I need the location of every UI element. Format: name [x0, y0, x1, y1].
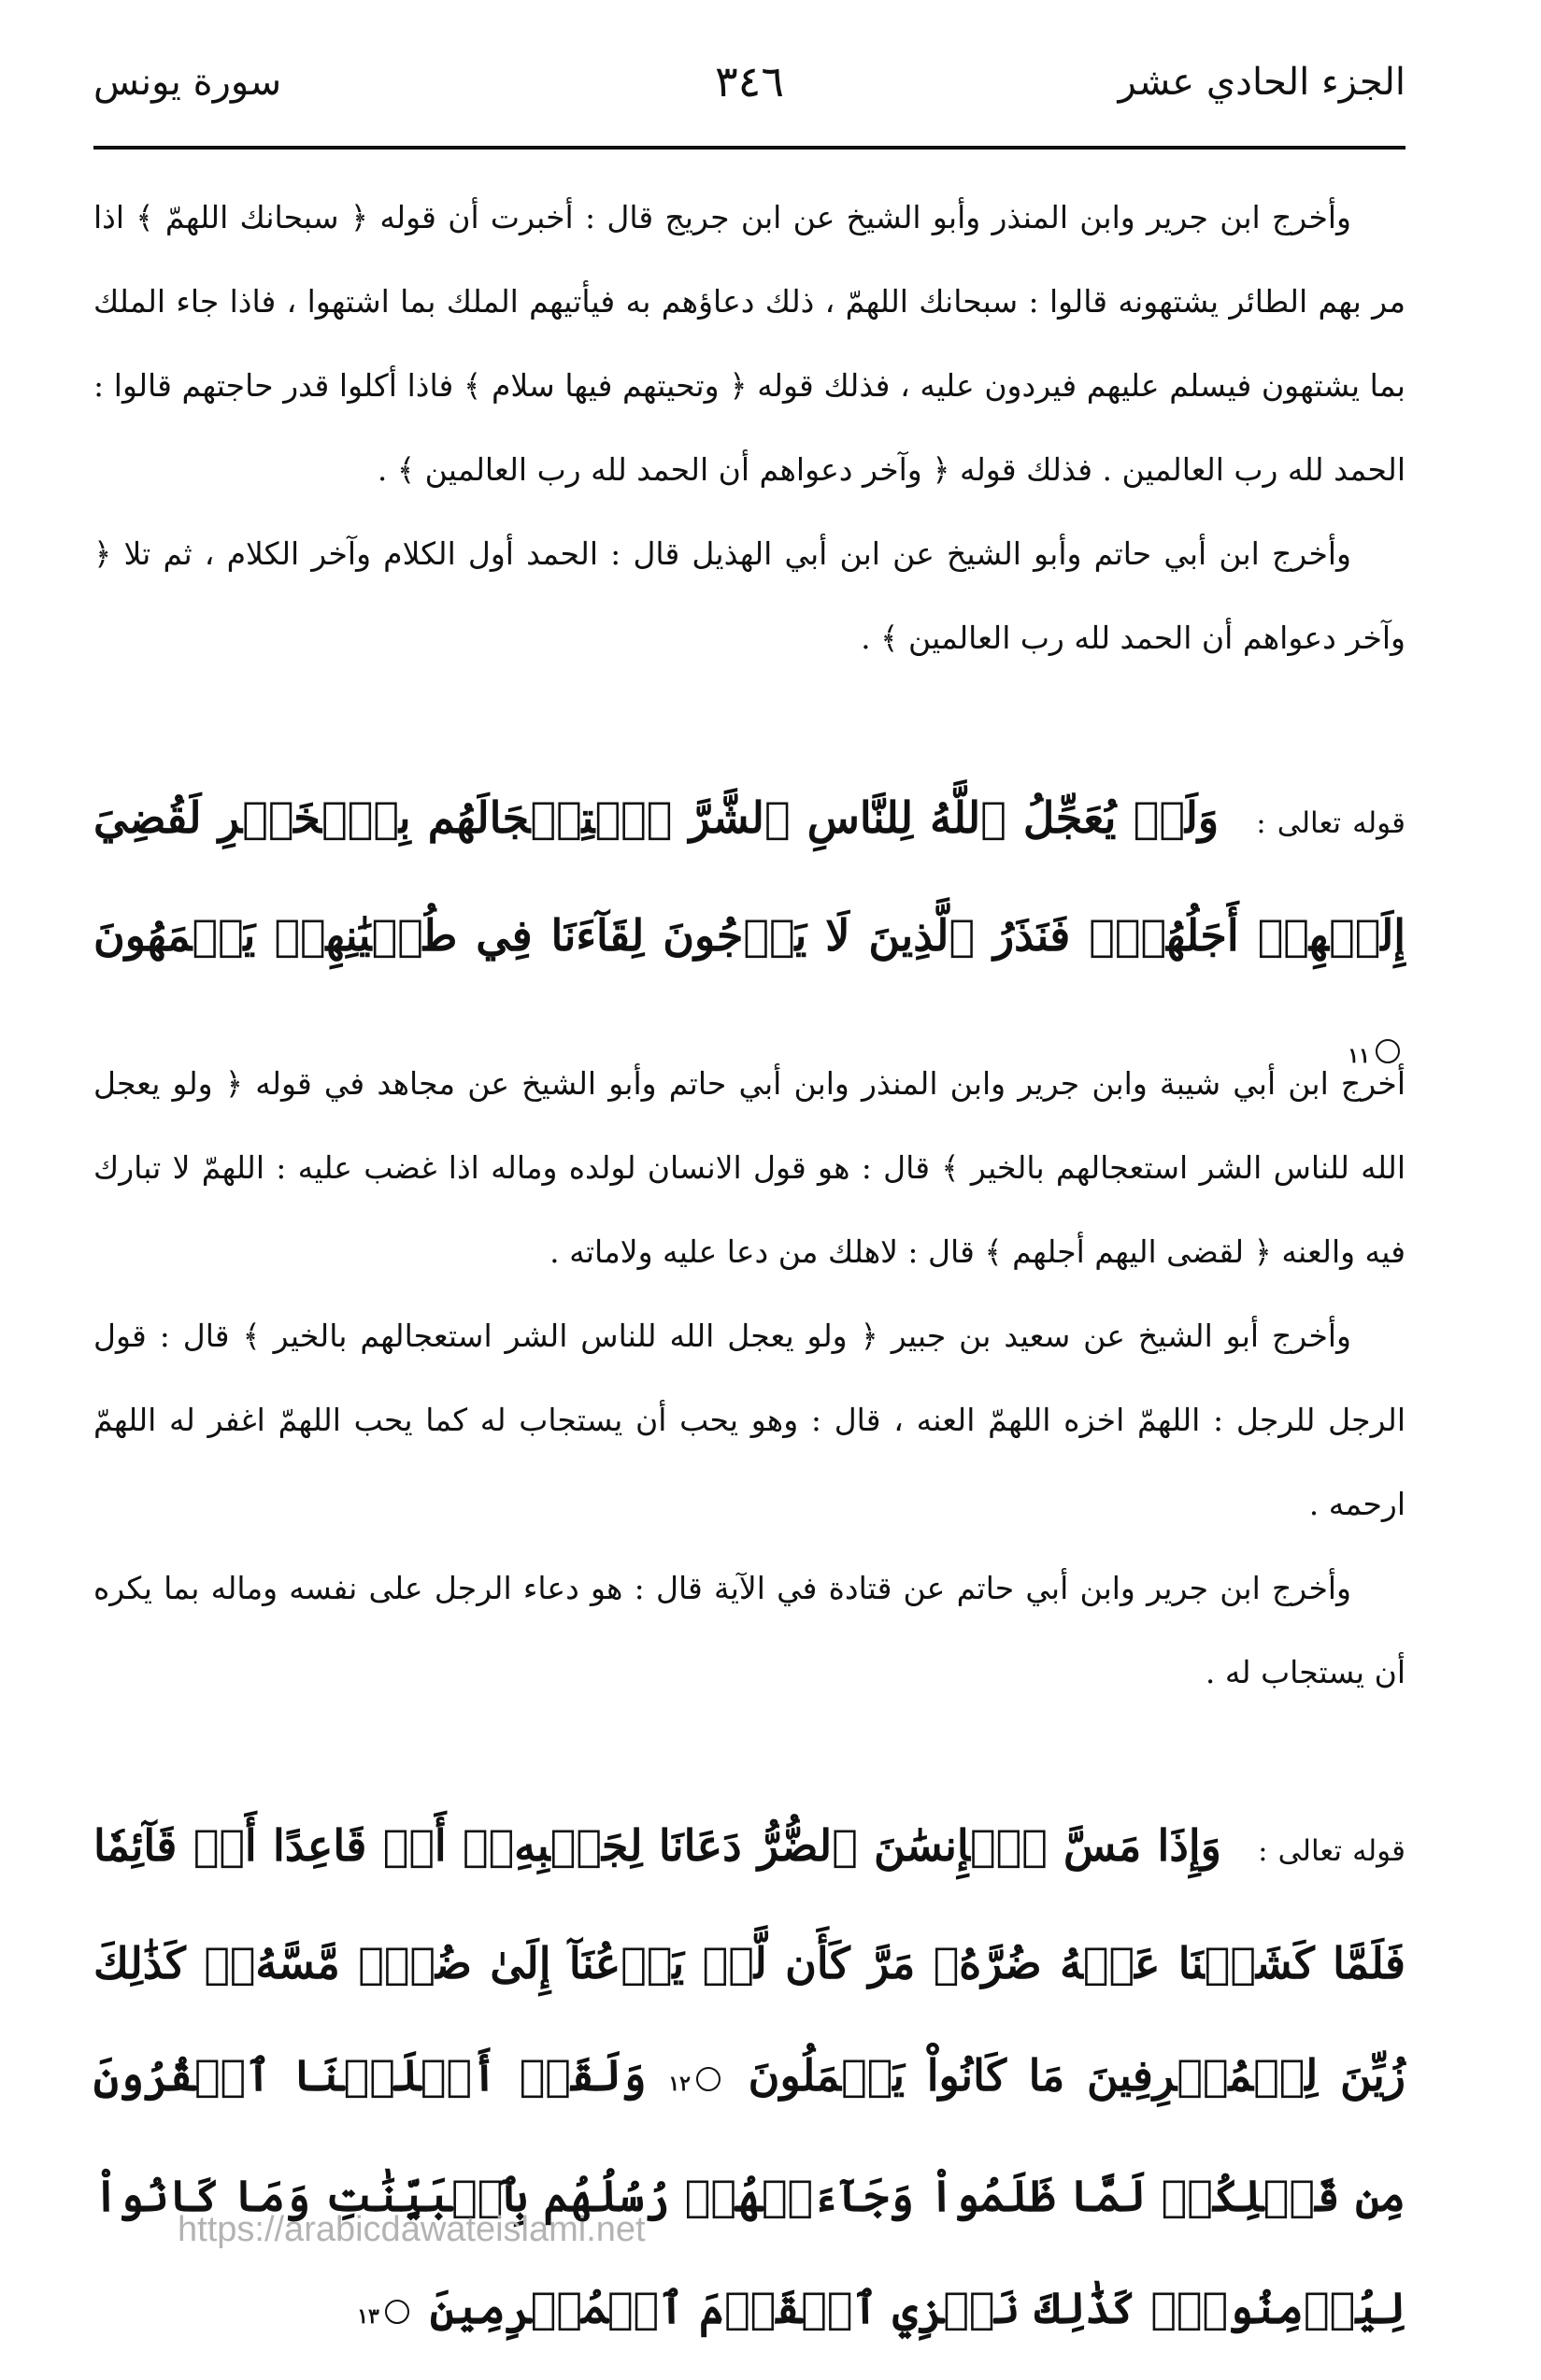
verse-end-marker-icon [696, 2067, 721, 2091]
verse-end-marker-icon [385, 2300, 409, 2324]
verse-block-2 [93, 1789, 1405, 2373]
paragraph: وأخرج ابن أبي حاتم وأبو الشيخ عن ابن أبي الهذيل قال : الحمد أول الكلام وآخر الكلام ، ثم تلا ﴿ وآخر دعواهم أن الحمد لله رب العالمين ﴾ . [93, 535, 1405, 656]
watermark-url: https://arabicdawateislami.net [178, 2210, 646, 2249]
header-divider [93, 146, 1405, 150]
quran-verse [93, 1789, 1405, 2373]
paragraph: وأخرج أبو الشيخ عن سعيد بن جبير ﴿ ولو يعجل الله للناس الشر استعجالهم بالخير ﴾ قال : قول الرجل للرجل : اللهمّ اخزه اللهمّ العنه ، قال : وهو يحب أن يستجاب له كما يحب اللهمّ اغفر له اللهمّ ارحمه . [93, 1318, 1405, 1522]
page-header [93, 51, 1405, 140]
paragraph: أخرج ابن أبي شيبة وابن جرير وابن المنذر وابن أبي حاتم وأبو الشيخ عن مجاهد في قوله ﴿ ولو يعجل الله للناس الشر استعجالهم بالخير ﴾ قال : هو قول الانسان لولده وماله اذا غضب عليه : اللهمّ لا تبارك فيه والعنه ﴿ لقضى اليهم أجلهم ﴾ قال : لاهلك من دعا عليه ولاماته . [93, 1065, 1405, 1270]
surah-title: سورة يونس [93, 61, 282, 104]
commentary-block-1 [93, 176, 1405, 680]
paragraph: وأخرج ابن جرير وابن المنذر وأبو الشيخ عن ابن جريج قال : أخبرت أن قوله ﴿ سبحانك اللهمّ ﴾ اذا مر بهم الطائر يشتهونه قالوا : سبحانك اللهمّ ، ذلك دعاؤهم به فيأتيهم الملك بما اشتهوا ، فاذا جاء الملك بما يشتهون فيسلم عليهم فيردون عليه ، فذلك قوله ﴿ وتحيتهم فيها سلام ﴾ فاذا أكلوا قدر حاجتهم قالوا : الحمد لله رب العالمين . فذلك قوله ﴿ وآخر دعواهم أن الحمد لله رب العالمين ﴾ . [93, 199, 1405, 488]
verse-number: ١٢ [668, 2072, 691, 2096]
juz-title: الجزء الحادي عشر [1118, 61, 1405, 104]
verse-text: وَلَوۡ يُعَجِّلُ ٱللَّهُ لِلنَّاسِ ٱلشَّرَّ ٱسۡتِعۡجَالَهُم بِٱلۡخَيۡرِ لَقُضِيَ إِلَيۡهِمۡ أَجَلُهُمۡۖ فَنَذَرُ ٱلَّذِينَ لَا يَرۡجُونَ لِقَآءَنَا فِي طُغۡيَٰنِهِمۡ يَعۡمَهُونَ [93, 792, 1405, 961]
page-number: ٣٤٦ [714, 56, 785, 107]
verse-number: ١١ [1348, 1044, 1370, 1068]
verse-text: وَلَقَدۡ أَهۡلَكۡنَا ٱلۡقُرُونَ مِن قَبۡلِكُمۡ لَمَّا ظَلَمُواْ وَجَآءَتۡهُمۡ رُسُلُهُم بِٱلۡبَيِّنَٰتِ وَمَا كَانُواْ لِيُؤۡمِنُواْۚ كَذَٰلِكَ نَجۡزِي ٱلۡقَوۡمَ ٱلۡمُجۡرِمِينَ [93, 2050, 1405, 2333]
verse-intro: قوله تعالى : [1258, 1834, 1405, 1868]
verse-number: ١٣ [357, 2304, 379, 2329]
verse-intro: قوله تعالى : [1256, 806, 1405, 840]
verse-text: وَإِذَا مَسَّ ٱلۡإِنسَٰنَ ٱلضُّرُّ دَعَانَا لِجَنۢبِهِۦٓ أَوۡ قَاعِدًا أَوۡ قَآئِمٗا فَلَمَّا كَشَفۡنَا عَنۡهُ ضُرَّهُۥ مَرَّ كَأَن لَّمۡ يَدۡعُنَآ إِلَىٰ ضُرّٖ مَّسَّهُۥۚ كَذَٰلِكَ زُيِّنَ لِلۡمُسۡرِفِينَ مَا كَانُواْ يَعۡمَلُونَ [93, 1820, 1406, 2101]
paragraph: وأخرج ابن جرير وابن أبي حاتم عن قتادة في الآية قال : هو دعاء الرجل على نفسه وماله بما يكره أن يستجاب له . [93, 1570, 1405, 1690]
commentary-block-2 [93, 1042, 1405, 1715]
